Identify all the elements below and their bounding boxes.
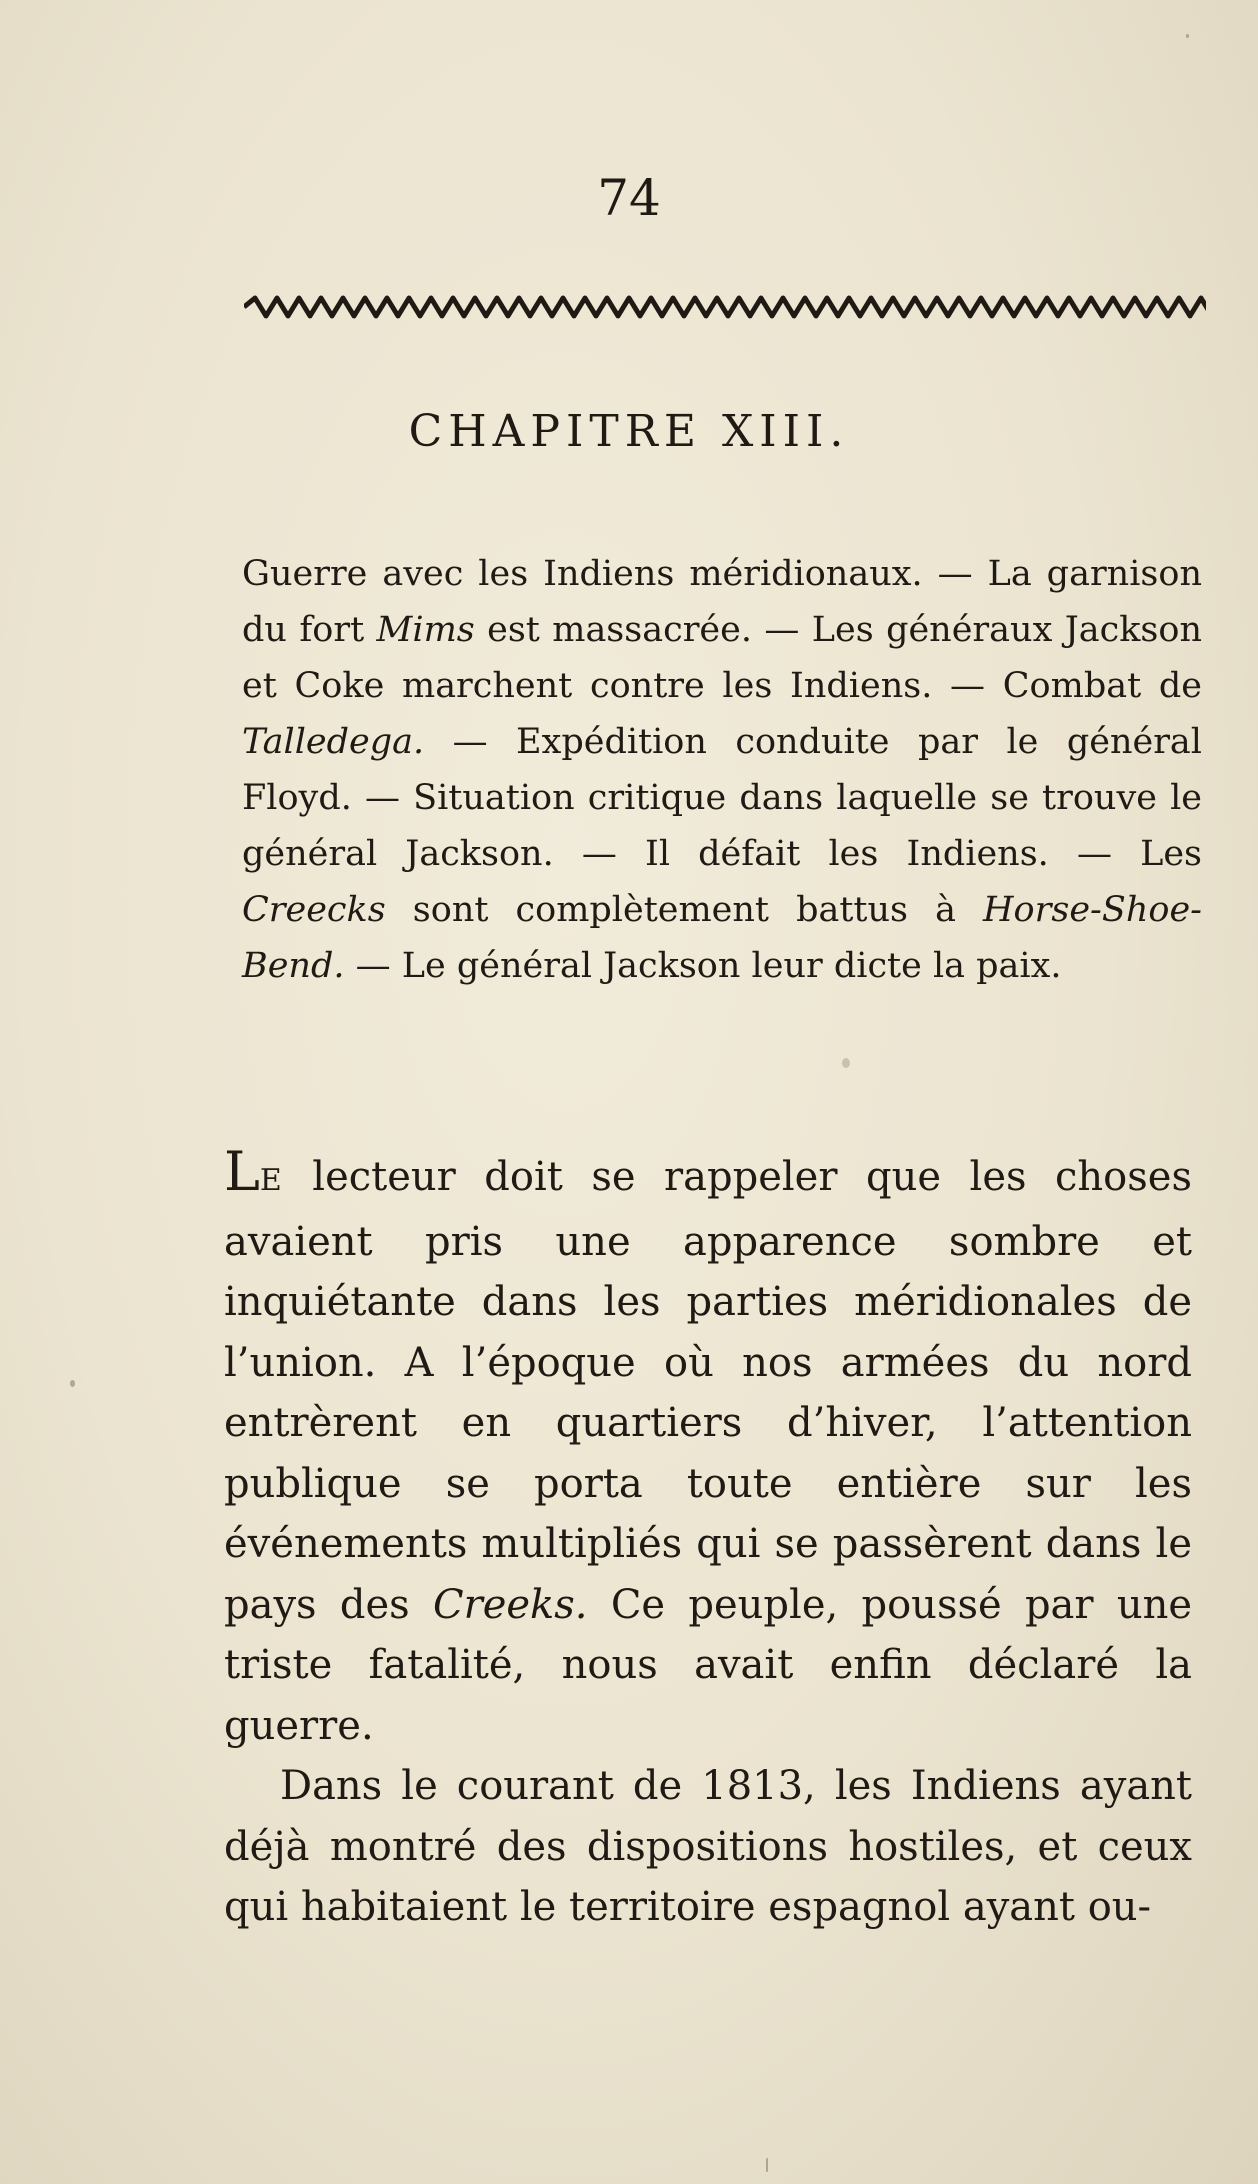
summary-fort-mims: Mims — [376, 610, 475, 650]
smallcap-letter: E — [259, 1163, 284, 1198]
body-text — [224, 1142, 1192, 1938]
summary-creecks: Creecks — [242, 890, 386, 930]
summary-horse-shoe-bend: Horse-Shoe-Bend. — [242, 890, 1202, 986]
ornamental-rule — [244, 290, 1206, 324]
paragraph-2: Dans le courant de 1813, les Indiens ayant déjà montré des dispositions hostiles, et ceux qui habitaient le territoire espagnol ayant ou- — [224, 1763, 1192, 1930]
paper-speck — [1186, 34, 1189, 38]
paper-speck — [842, 1058, 850, 1068]
chapter-summary — [242, 546, 1202, 994]
paragraph-1-text-2: Ce peuple, poussé par une triste fatalité, nous avait enfin déclaré la guerre. — [224, 1581, 1193, 1749]
paragraph-1 — [224, 1142, 1192, 1756]
chapter-title: CHAPITRE XIII. — [408, 406, 850, 457]
paragraph-1-text-1: lecteur doit se rappeler que les choses avaient pris une apparence sombre et inquiétante dans les parties méridionales de l’union. A l’époque où nos armées du nord entrèrent en quartiers d’hiver, l’attention publique se porta toute entière sur les événements multipliés qui se passèrent dans le pays des — [224, 1154, 1192, 1628]
summary-text-4: sont complètement battus à — [385, 890, 984, 930]
page-number: 74 — [597, 169, 661, 227]
summary-text-1: Guerre avec les Indiens méridionaux. — La garnison du fort — [242, 554, 1202, 650]
paper-speck — [766, 2158, 768, 2172]
summary-text-3: — Expédition conduite par le général Floyd. — Situation critique dans laquelle se trouve le général Jackson. — Il défait les Indiens. — Les — [242, 722, 1202, 874]
paragraph-1-creeks: Creeks. — [432, 1581, 588, 1628]
dropcap-letter: L — [224, 1140, 260, 1203]
summary-text-2: est massacrée. — Les généraux Jackson et Coke marchent contre les Indiens. — Combat de — [242, 610, 1202, 706]
summary-text-5: — Le général Jackson leur dicte la paix. — [344, 946, 1062, 986]
paper-speck — [70, 1380, 75, 1387]
summary-talledega: Talledega. — [242, 722, 425, 762]
